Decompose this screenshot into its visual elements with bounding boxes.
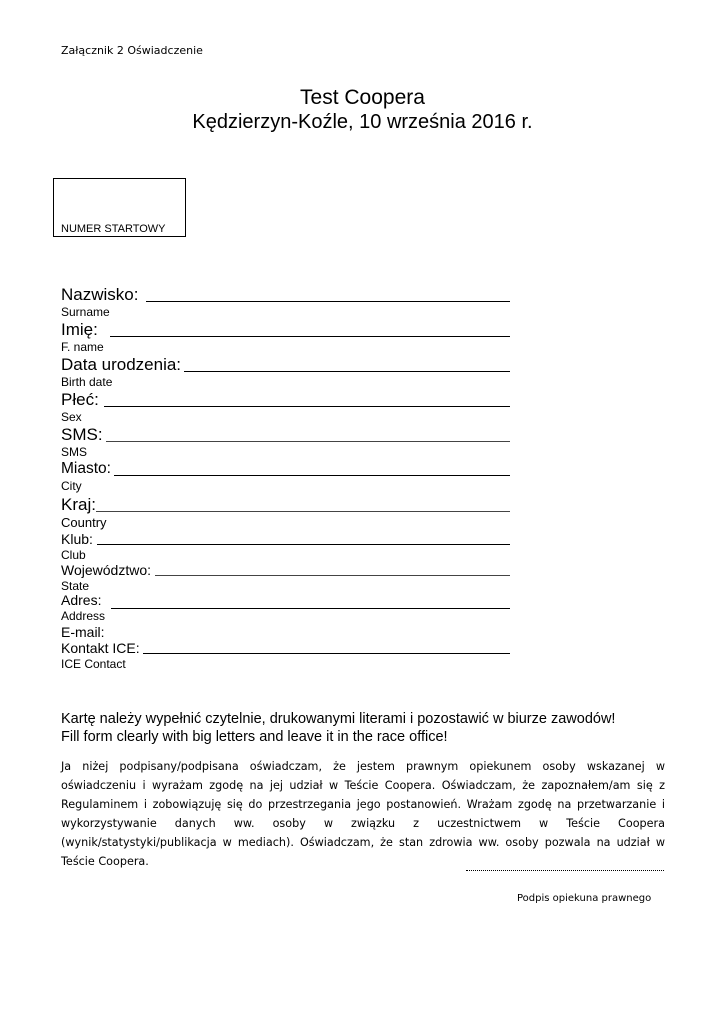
address-label: Adres: bbox=[61, 592, 102, 608]
club-input-line[interactable] bbox=[97, 544, 510, 545]
sms-input-line[interactable] bbox=[106, 441, 510, 442]
declaration-text: Ja niżej podpisany/podpisana oświadczam, że jestem prawnym opiekunem osoby wskazanej w oświadczeniu i wyrażam zgodę na jej udział w Teście Coopera. Oświadczam, że zapoznałem/am się z Regulaminem i zobowiązuję się do przestrzegania jego postanowień. Wrażam zgodę na przetwarzanie i wykorzystywanie danych ww. osoby w związku z uczestnictwem w Teście Coopera (wynik/statystyki/publikacja w mediach). Oświadczam, że stan zdrowia ww. osoby pozwala na udział w Teście Coopera. bbox=[61, 760, 665, 868]
club-sublabel: Club bbox=[61, 548, 86, 562]
field-name bbox=[61, 321, 510, 353]
birth-date-label: Data urodzenia: bbox=[61, 355, 182, 374]
surname-sublabel: Surname bbox=[61, 305, 110, 319]
field-sex bbox=[61, 391, 510, 423]
country-sublabel: Country bbox=[61, 515, 107, 530]
sex-label: Płeć: bbox=[61, 390, 99, 409]
annex-label: Załącznik 2 Oświadczenie bbox=[61, 44, 203, 57]
country-input-line[interactable] bbox=[96, 511, 510, 512]
ice-sublabel: ICE Contact bbox=[61, 657, 126, 671]
notice-pl: Kartę należy wypełnić czytelnie, drukowanymi literami i pozostawić w biurze zawodów! bbox=[61, 711, 616, 727]
sms-sublabel: SMS bbox=[61, 445, 88, 459]
birth-date-sublabel: Birth date bbox=[61, 375, 113, 389]
field-sms bbox=[61, 426, 510, 458]
sex-sublabel: Sex bbox=[61, 410, 82, 424]
notice bbox=[61, 710, 615, 746]
field-state bbox=[61, 563, 510, 592]
start-number-box[interactable] bbox=[53, 178, 186, 237]
state-label: Województwo: bbox=[61, 562, 152, 578]
state-sublabel: State bbox=[61, 579, 90, 593]
start-number-label: NUMER STARTOWY bbox=[61, 223, 166, 235]
field-address bbox=[61, 593, 510, 622]
city-input-line[interactable] bbox=[114, 475, 510, 476]
signature-label: Podpis opiekuna prawnego bbox=[517, 893, 652, 904]
state-input-line[interactable] bbox=[155, 575, 510, 576]
name-sublabel: F. name bbox=[61, 340, 104, 354]
field-email bbox=[61, 625, 510, 639]
surname-input-line[interactable] bbox=[146, 301, 510, 302]
email-label: E-mail: bbox=[61, 624, 105, 640]
name-label: Imię: bbox=[61, 320, 98, 339]
birth-date-input-line[interactable] bbox=[184, 371, 510, 372]
name-input-line[interactable] bbox=[110, 336, 510, 337]
ice-label: Kontakt ICE: bbox=[61, 640, 140, 656]
country-label: Kraj: bbox=[61, 495, 96, 514]
signature-line[interactable] bbox=[466, 862, 664, 871]
city-label: Miasto: bbox=[61, 460, 111, 477]
sms-label: SMS: bbox=[61, 425, 103, 444]
club-label: Klub: bbox=[61, 531, 93, 547]
field-surname bbox=[61, 286, 510, 318]
field-ice-contact bbox=[61, 641, 510, 670]
address-sublabel: Address bbox=[61, 609, 106, 623]
surname-label: Nazwisko: bbox=[61, 285, 139, 304]
sex-input-line[interactable] bbox=[104, 406, 510, 407]
field-city bbox=[61, 461, 510, 492]
field-club bbox=[61, 532, 510, 561]
ice-input-line[interactable] bbox=[143, 653, 510, 654]
city-sublabel: City bbox=[61, 478, 82, 493]
notice-en: Fill form clearly with big letters and leave it in the race office! bbox=[61, 729, 448, 745]
address-input-line[interactable] bbox=[111, 608, 510, 609]
field-country bbox=[61, 496, 510, 529]
document-title: Test Coopera bbox=[300, 86, 425, 109]
field-birth-date bbox=[61, 356, 510, 388]
document-subtitle: Kędzierzyn-Koźle, 10 września 2016 r. bbox=[192, 111, 533, 133]
